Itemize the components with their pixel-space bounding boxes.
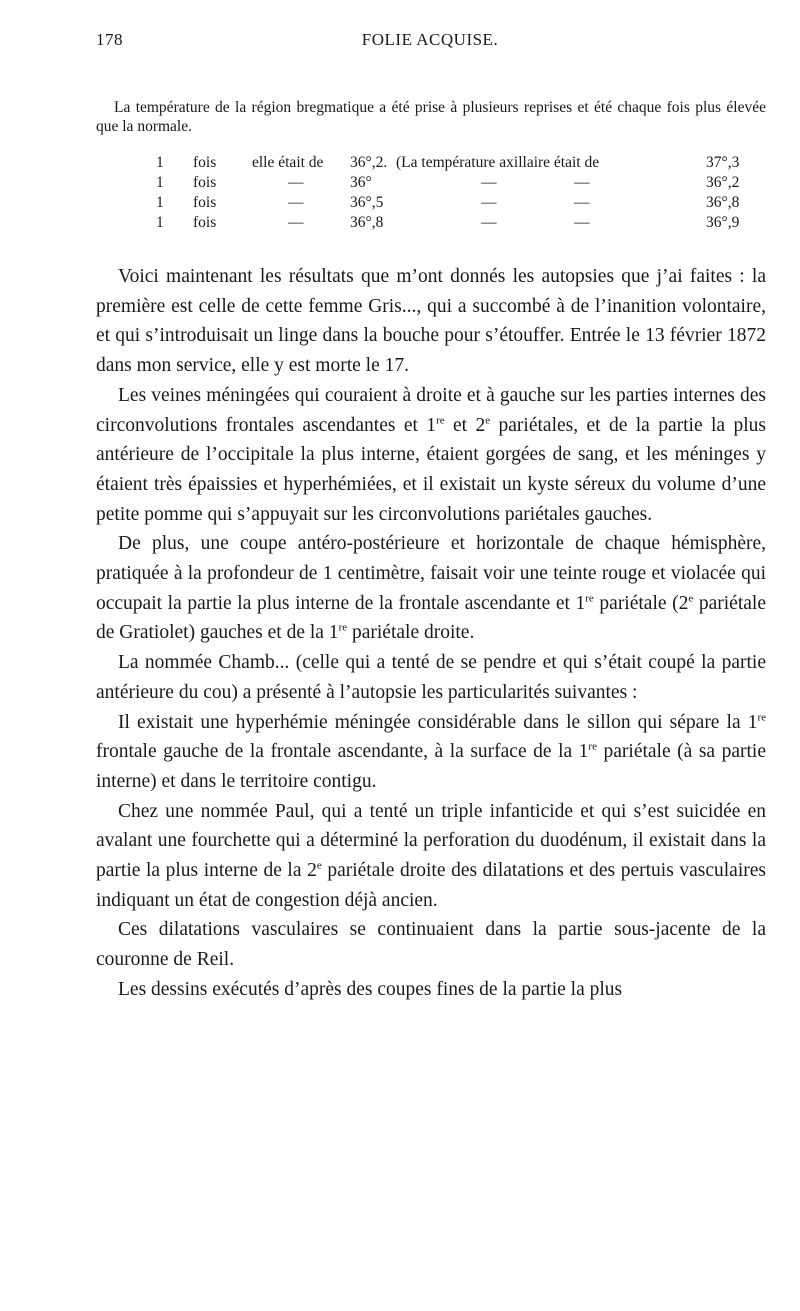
row-phrase: elle était de [252,154,324,171]
axillary-value: 36°,9 [706,214,740,231]
page-header [96,30,764,56]
ditto-mark: — [288,174,304,191]
ditto-mark: — [288,194,304,211]
axillary-value: 36°,8 [706,194,740,211]
bregmatic-value: 36°,2. [350,154,388,171]
ditto-mark: — [574,174,590,191]
ditto-mark: — [481,194,497,211]
temperature-row [156,214,740,234]
ditto-mark: — [574,194,590,211]
running-title: FOLIE ACQUISE. [361,30,499,49]
paragraph: Il existait une hyperhémie méningée considérable dans le sillon qui sépare la 1re frontale gauche de la frontale ascendante, à la surface de la 1re pariétale (à sa partie interne) et dans le territoire contigu. [96,711,766,792]
paragraph: La nommée Chamb... (celle qui a tenté de se pendre et qui s’était coupé la partie antérieure du cou) a présenté à l’autopsie les particularités suivantes : [96,652,766,703]
axillary-value: 37°,3 [706,154,740,171]
row-count: 1 [156,214,164,231]
row-note: (La température axillaire était de [396,154,600,171]
main-text [96,262,766,1005]
paragraph: Les veines méningées qui couraient à droite et à gauche sur les parties internes des circonvolutions frontales ascendantes et 1re et 2e pariétales, et de la partie la plus antérieure de l’occipitale la plus interne, étaient gorgées de sang, et les méninges y étaient très épaissies et hyperhémiées, et il existait un kyste séreux du volume d’une petite pomme qui s’appuyait sur les circonvolutions pariétales gauches. [96,384,766,525]
ditto-mark: — [288,214,304,231]
paragraph: Voici maintenant les résultats que m’ont donnés les autopsies que j’ai faites : la première est celle de cette femme Gris..., qui a succombé à de l’inanition volontaire, et qui s’introduisait un linge dans la bouche pour s’étouffer. Entrée le 13 février 1872 dans mon service, elle y est morte le 17. [96,266,766,377]
bregmatic-value: 36°,8 [350,214,384,231]
row-count: 1 [156,194,164,211]
ditto-mark: — [481,214,497,231]
paragraph: Les dessins exécutés d’après des coupes fines de la partie la plus [118,978,623,1000]
bregmatic-value: 36°,5 [350,194,384,211]
paragraph: Ces dilatations vasculaires se continuaient dans la partie sous-jacente de la couronne de Reil. [96,919,766,971]
bregmatic-value: 36° [350,174,372,191]
row-word: fois [193,154,217,171]
page-number: 178 [96,30,123,49]
row-word: fois [193,214,217,231]
row-count: 1 [156,174,164,191]
intro-paragraph [96,98,766,136]
paragraph: Chez une nommée Paul, qui a tenté un triple infanticide et qui s’est suicidée en avalant une fourchette qui a déterminé la perforation du duodénum, il existait dans la partie la plus interne de la 2e pariétale droite des dilatations et des pertuis vasculaires indiquant un état de congestion déjà ancien. [96,800,766,911]
axillary-value: 36°,2 [706,174,740,191]
paragraph: De plus, une coupe antéro-postérieure et horizontale de chaque hémisphère, pratiquée à la profondeur de 1 centimètre, faisait voir une teinte rouge et violacée qui occupait la partie la plus interne de la frontale ascendante et 1re pariétale (2e pariétale de Gratiolet) gauches et de la 1re pariétale droite. [96,533,766,644]
temperature-table [156,154,740,234]
temperature-row [156,154,740,174]
temperature-row [156,194,740,214]
row-word: fois [193,194,217,211]
intro-text: La température de la région bregmatique a été prise à plusieurs reprises et été chaque fois plus élevée que la normale. [96,99,766,135]
row-count: 1 [156,154,164,171]
ditto-mark: — [574,214,590,231]
row-word: fois [193,174,217,191]
temperature-row [156,174,740,194]
ditto-mark: — [481,174,497,191]
